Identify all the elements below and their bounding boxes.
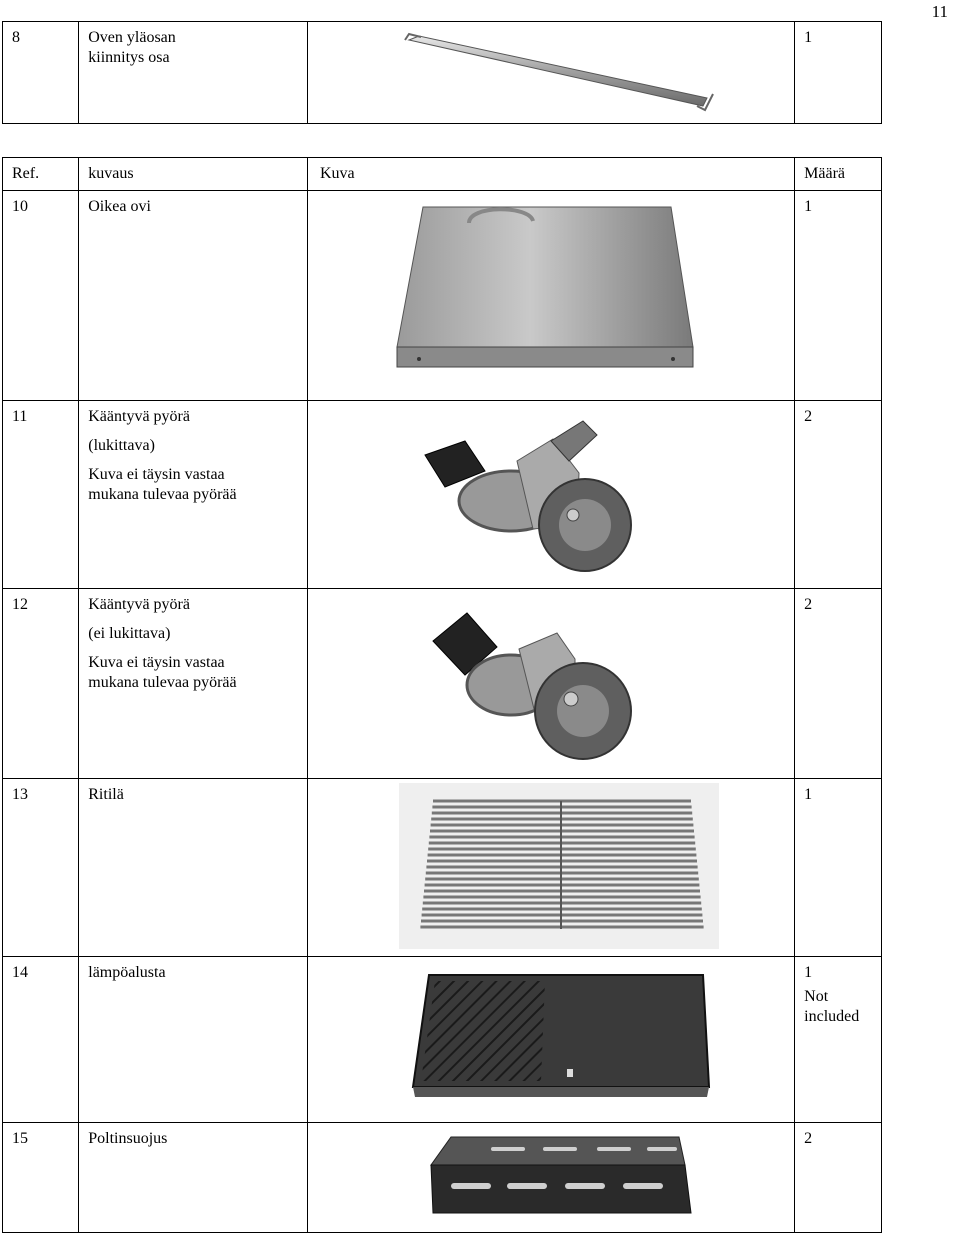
description-cell: Kääntyvä pyörä (lukittava) Kuva ei täysin vastaa mukana tulevaa pyörää [79,401,308,589]
ref-cell: 14 [3,957,79,1123]
caster-wheel-icon [321,589,781,775]
quantity-cell: 2 [795,1123,882,1233]
quantity-cell: 2 [795,401,882,589]
quantity-cell: 1 [795,191,882,401]
parts-table-top [2,21,882,124]
ref-cell: 15 [3,1123,79,1233]
table-row [3,191,882,401]
table-row [3,22,882,124]
image-cell [308,589,795,779]
quantity-cell: 1 Not included [795,957,882,1123]
quantity-cell: 1 [795,22,882,124]
ref-cell: 13 [3,779,79,957]
door-top-bracket-icon [321,22,781,122]
description-cell: Kääntyvä pyörä (ei lukittava) Kuva ei täysin vastaa mukana tulevaa pyörää [79,589,308,779]
ref-cell: 10 [3,191,79,401]
header-ref: Ref. [3,158,79,191]
description-cell: Oikea ovi [79,191,308,401]
ref-cell: 8 [3,22,79,124]
image-cell [308,401,795,589]
image-cell [308,1123,795,1233]
header-quantity: Määrä [795,158,882,191]
table-row [3,1123,882,1233]
header-description: kuvaus [79,158,308,191]
ref-cell: 11 [3,401,79,589]
header-row [3,158,882,191]
quantity-cell: 1 [795,779,882,957]
table-row [3,957,882,1123]
quantity-cell: 2 [795,589,882,779]
image-cell [308,191,795,401]
ref-cell: 12 [3,589,79,779]
griddle-plate-icon [321,957,781,1119]
description-cell: Poltinsuojus [79,1123,308,1233]
right-door-panel-icon [321,191,781,397]
parts-table [2,157,882,1233]
table-row [3,401,882,589]
image-cell [308,22,795,124]
description-cell: Ritilä [79,779,308,957]
description-cell: lämpöalusta [79,957,308,1123]
burner-shield-icon [321,1123,781,1229]
image-cell [308,957,795,1123]
description-cell: Oven yläosan kiinnitys osa [79,22,308,124]
table-row [3,589,882,779]
page-number: 11 [931,2,948,21]
locking-caster-wheel-icon [321,401,781,585]
header-image: Kuva [308,158,795,191]
grill-grate-icon [321,779,781,953]
table-row [3,779,882,957]
image-cell [308,779,795,957]
